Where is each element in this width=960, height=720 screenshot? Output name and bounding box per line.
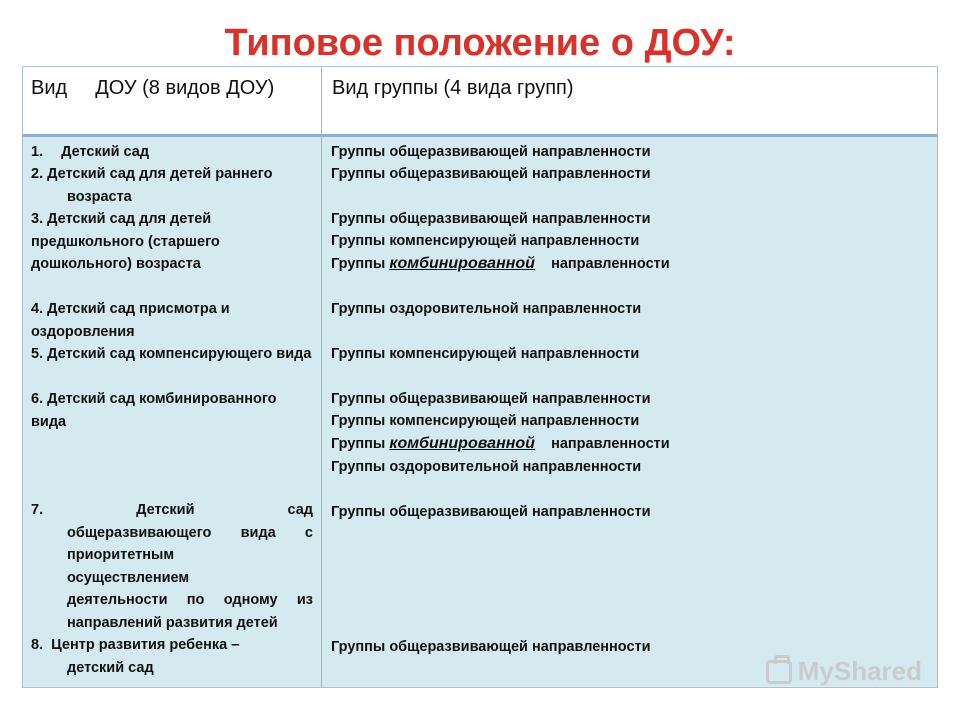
group-text: Группы — [331, 256, 386, 272]
item-text-cont: осуществлением — [67, 569, 190, 586]
group-item: Группы общеразвивающей направленности — [331, 639, 651, 655]
watermark-text: MyShared — [797, 656, 922, 686]
group-text-emph: комбинированной — [389, 435, 535, 452]
item-number: 7. — [31, 502, 44, 518]
group-text: Группы — [331, 436, 386, 452]
table-body — [23, 137, 937, 687]
group-item: Группы общеразвивающей направленности — [331, 504, 651, 520]
item-text-cont: детский сад — [67, 659, 154, 676]
item-number: 1. — [31, 144, 44, 160]
item-text: Центр развития ребенка – — [51, 637, 240, 653]
list-item — [31, 499, 313, 634]
header-col-dou-type — [31, 75, 274, 101]
column-divider — [321, 67, 322, 687]
group-text: направленности — [551, 436, 670, 452]
group-item: Группы общеразвивающей направленности — [331, 391, 651, 407]
item-line — [31, 634, 313, 657]
share-icon — [766, 660, 792, 684]
group-item — [331, 253, 670, 276]
item-number: 5. — [31, 346, 44, 362]
header-col-dou-label-a: Вид — [31, 77, 68, 99]
list-item — [31, 298, 313, 343]
item-text: Детский — [136, 502, 195, 518]
watermark — [766, 656, 922, 687]
dou-table — [22, 66, 938, 688]
item-number: 6. — [31, 391, 44, 407]
item-number: 2. — [31, 166, 44, 182]
group-item: Группы общеразвивающей направленности — [331, 166, 651, 182]
group-item: Группы компенсирующей направленности — [331, 413, 640, 429]
item-line — [31, 499, 313, 522]
item-text: Детский сад компенсирующего вида — [47, 346, 312, 362]
item-text: Детский сад присмотра и оздоровления — [31, 301, 230, 340]
header-col-group-type: Вид группы (4 вида групп) — [332, 77, 574, 99]
item-text-cont: деятельности по одному из — [67, 592, 313, 608]
list-item — [31, 634, 313, 679]
item-number-wrap — [31, 634, 239, 657]
list-item — [31, 163, 313, 208]
list-item — [31, 343, 313, 366]
group-item: Группы компенсирующей направленности — [331, 233, 640, 249]
list-item — [31, 208, 313, 276]
group-item: Группы оздоровительной направленности — [331, 301, 642, 317]
item-text: Детский сад — [61, 144, 150, 160]
item-text-cont: возраста — [67, 188, 132, 205]
group-text-emph: комбинированной — [389, 255, 535, 272]
item-text-cont: приоритетным — [67, 547, 175, 563]
header-col-dou-label-b: ДОУ (8 видов ДОУ) — [95, 77, 275, 99]
item-text: Детский сад для детей предшкольного (старшего дошкольного) возраста — [31, 211, 220, 272]
item-text-cont: направлений развития детей — [67, 614, 278, 631]
group-item: Группы общеразвивающей направленности — [331, 144, 651, 160]
item-text: сад — [287, 502, 313, 518]
item-text: Детский сад комбинированного вида — [31, 391, 277, 430]
item-text-cont: общеразвивающего вида с — [67, 524, 313, 541]
page-title: Типовое положение о ДОУ: — [224, 22, 736, 64]
list-item — [31, 141, 313, 164]
table-header — [23, 67, 937, 137]
item-text: Детский сад для детей раннего — [47, 166, 273, 182]
group-item — [331, 433, 670, 456]
group-item: Группы оздоровительной направленности — [331, 459, 642, 475]
group-item: Группы компенсирующей направленности — [331, 346, 640, 362]
list-item — [31, 388, 313, 433]
item-number: 8. — [31, 637, 44, 653]
group-item: Группы общеразвивающей направленности — [331, 211, 651, 227]
item-number: 3. — [31, 211, 44, 227]
item-number: 4. — [31, 301, 44, 317]
group-text: направленности — [551, 256, 670, 272]
